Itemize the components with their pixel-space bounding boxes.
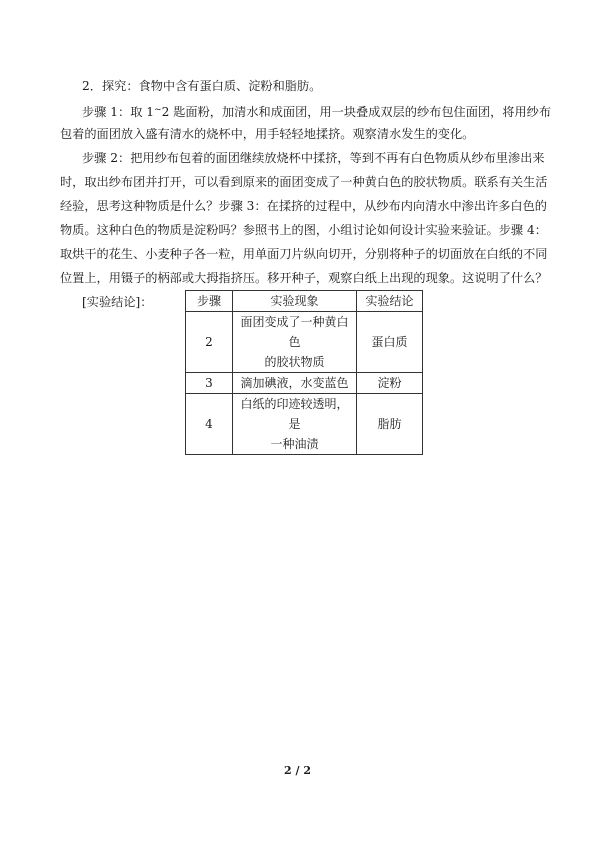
table-row [186, 373, 423, 394]
experiment-results-table [185, 290, 423, 455]
steps-line-1: 步骤 2：把用纱布包着的面团继续放烧杯中揉挤，等到不再有白色物质从纱布里渗出来 [82, 151, 545, 165]
phenomenon-line: 的胶状物质 [264, 355, 325, 369]
steps-line-6: 位置上，用镊子的柄部或大拇指挤压。移开种子，观察白纸上出现的现象。这说明了什么？ [60, 271, 548, 285]
table-header-row [186, 291, 423, 312]
row-conclusion: 淀粉 [357, 373, 423, 394]
table-row [186, 394, 423, 455]
row-step: 3 [186, 373, 233, 394]
steps-line-3: 经验，思考这种物质是什么？步骤 3：在揉挤的过程中，从纱布内向清水中渗出许多白色的 [60, 199, 547, 213]
step1-line-2: 包着的面团放入盛有清水的烧杯中，用手轻轻地揉挤。观察清水发生的变化。 [60, 127, 475, 141]
header-phenomenon: 实验现象 [233, 291, 357, 312]
conclusion-label: [实验结论]： [82, 295, 153, 309]
phenomenon-line: 面团变成了一种黄白色 [240, 315, 349, 349]
row-step: 2 [186, 312, 233, 373]
header-step: 步骤 [186, 291, 233, 312]
row-phenomenon [233, 373, 357, 394]
row-phenomenon [233, 312, 357, 373]
row-phenomenon [233, 394, 357, 455]
phenomenon-line: 一种油渍 [270, 437, 319, 451]
phenomenon-line: 滴加碘液，水变蓝色 [240, 376, 349, 390]
step1-line-1-post: 2 匙面粉，加清水和成面团，用一块叠成双层的纱布包住面团，将用纱布 [161, 105, 552, 119]
step1-line-1-pre: 步骤 1：取 1 [82, 105, 155, 119]
steps-line-5: 取烘干的花生、小麦种子各一粒，用单面刀片纵向切开，分别将种子的切面放在白纸的不同 [60, 247, 548, 261]
tilde-mark: ~ [154, 105, 162, 115]
exploration-section [60, 74, 552, 314]
row-conclusion: 蛋白质 [357, 312, 423, 373]
step1-line-1 [60, 98, 552, 122]
header-conclusion: 实验结论 [357, 291, 423, 312]
steps-line-2: 时，取出纱布团并打开，可以看到原来的面团变成了一种黄白色的胶状物质。联系有关生活 [60, 175, 548, 189]
steps-line-4: 物质。这种白色的物质是淀粉吗？参照书上的图，小组讨论如何设计实验来验证。步骤 4： [60, 223, 547, 237]
phenomenon-line: 白纸的印迹较透明，是 [240, 397, 349, 431]
page-number: 2 / 2 [284, 764, 311, 777]
row-conclusion: 脂肪 [357, 394, 423, 455]
section-heading: 2．探究：食物中含有蛋白质、淀粉和脂肪。 [82, 79, 322, 93]
row-step: 4 [186, 394, 233, 455]
table-row [186, 312, 423, 373]
